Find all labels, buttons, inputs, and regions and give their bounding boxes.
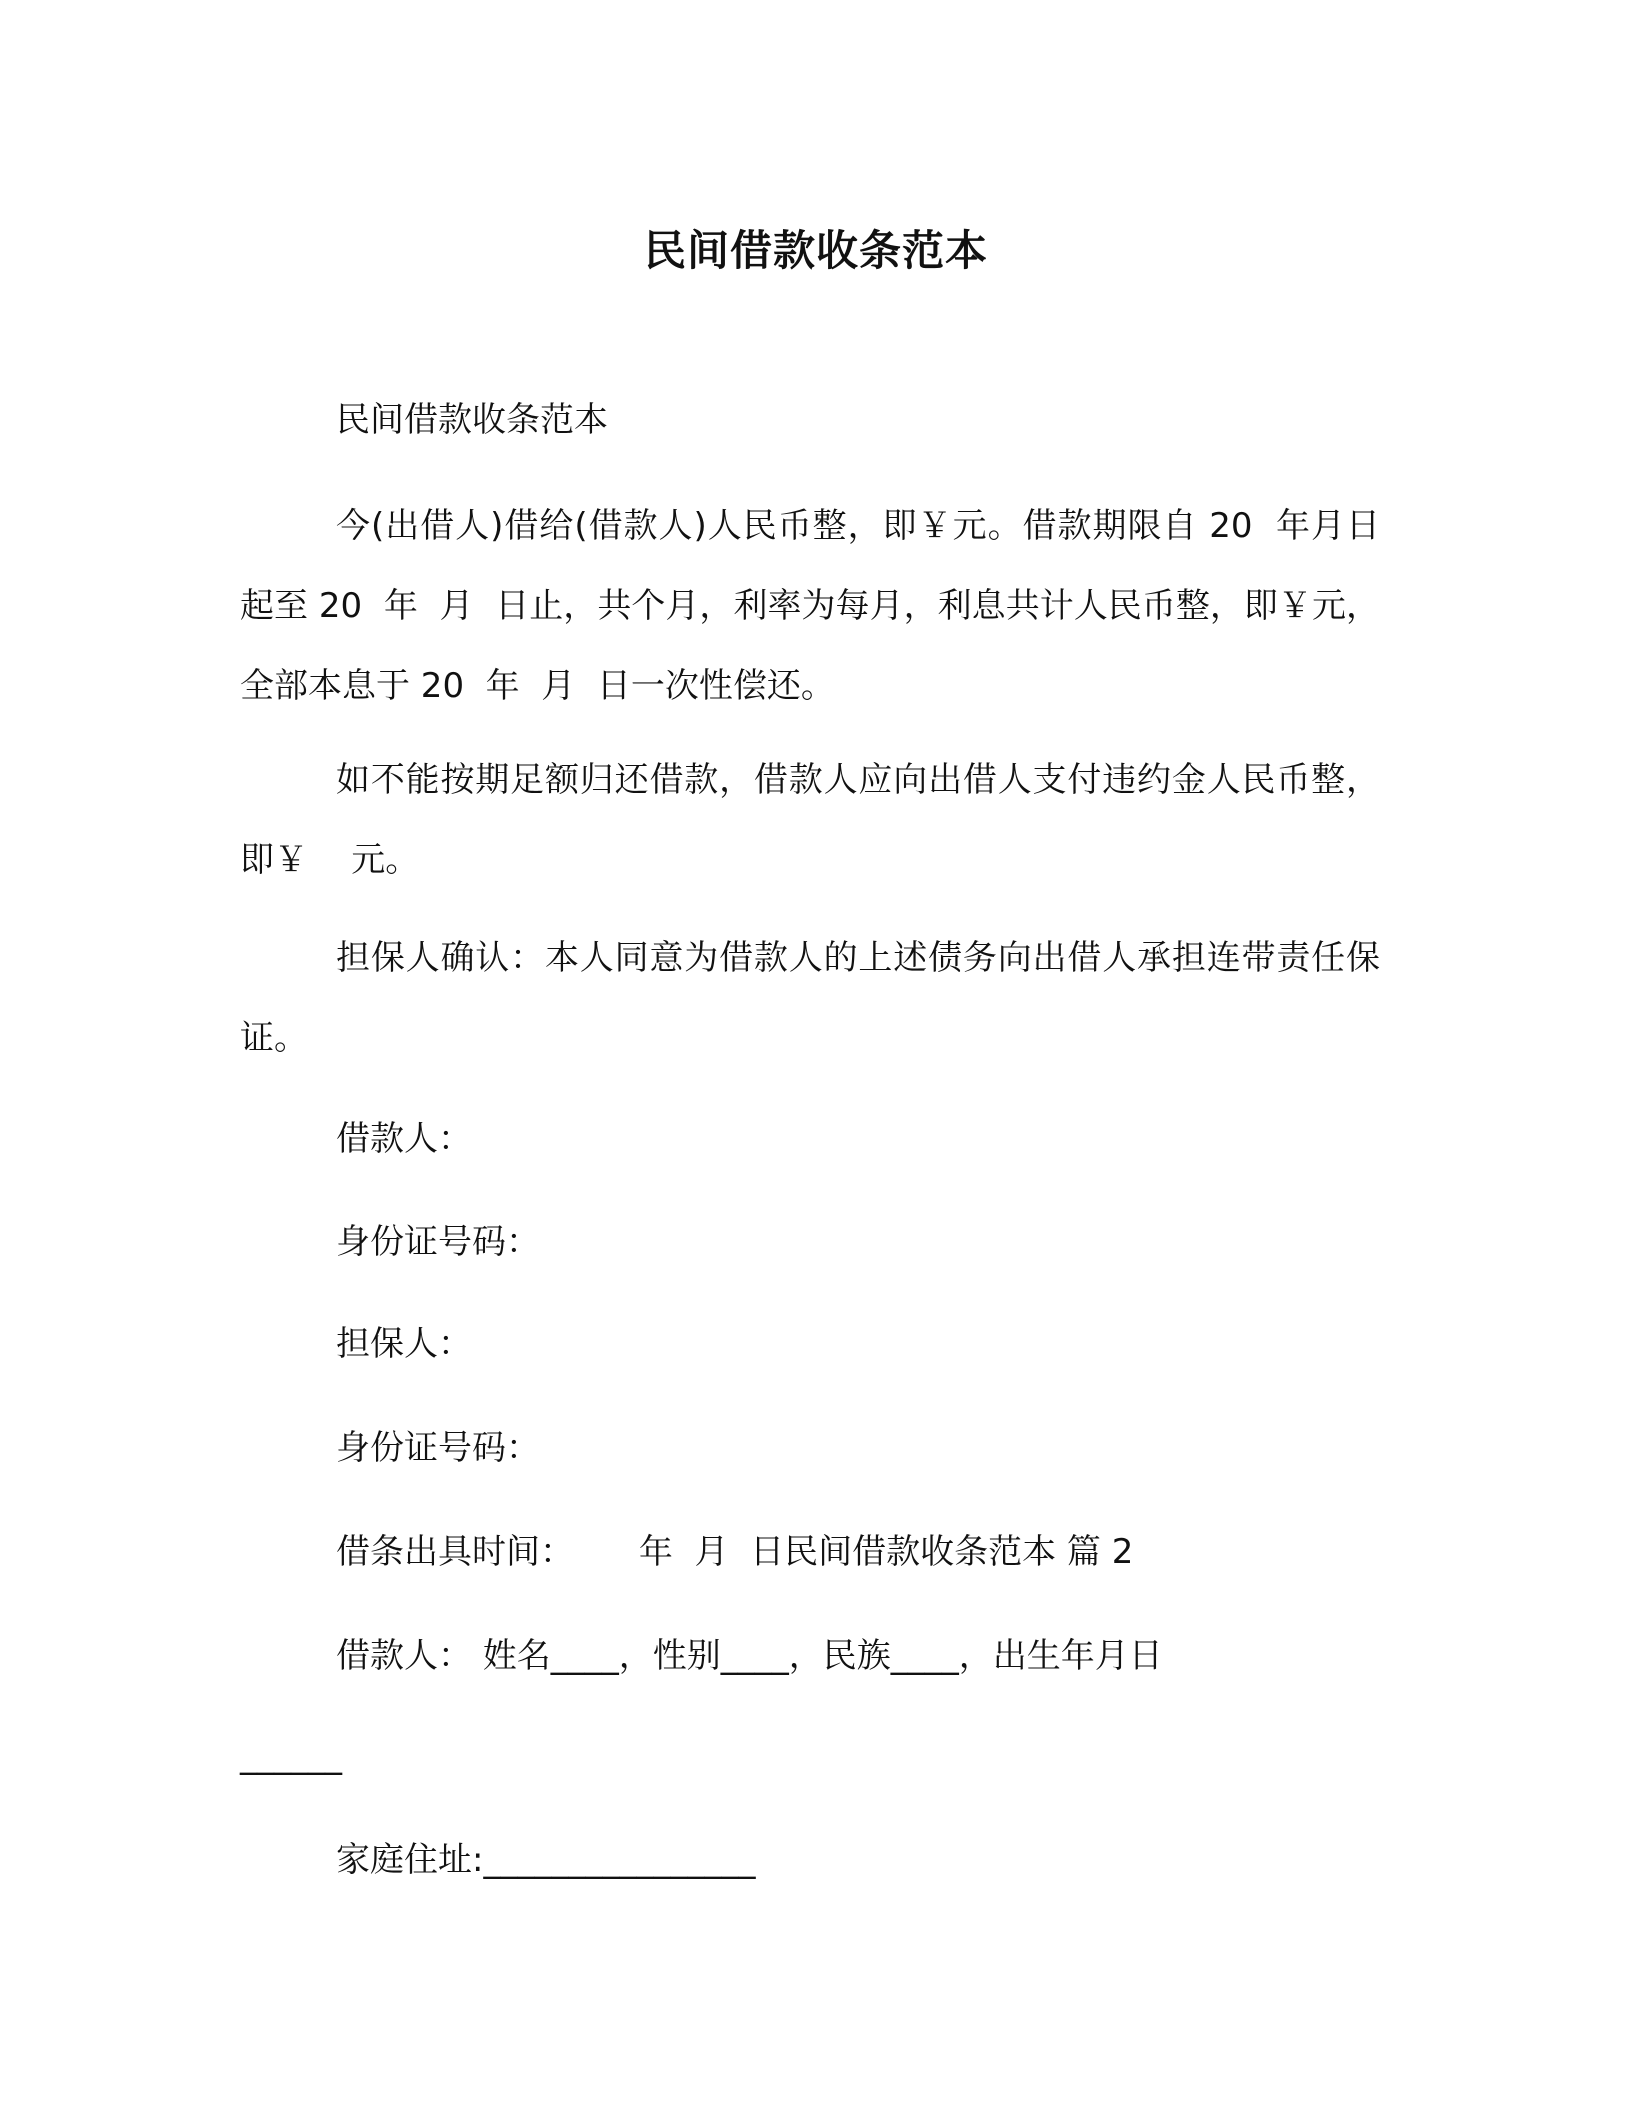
guarantor-confirm-text: 担保人确认：本人同意为借款人的上述债务向出借人承担连带责任保证。 [240,938,1380,1058]
guarantor-confirm-paragraph [240,918,1380,1078]
guarantor-label: 担保人： [336,1324,472,1364]
home-address-line: 家庭住址:________________ [336,1840,756,1880]
penalty-text: 如不能按期足额归还借款，借款人应向出借人支付违约金人民币整，即￥ 元。 [240,760,1380,880]
document-title: 民间借款收条范本 [643,226,988,275]
birth-date-blank: ______ [240,1736,342,1776]
heading-repeat: 民间借款收条范本 [336,400,608,440]
guarantor-id-label: 身份证号码： [336,1428,540,1468]
borrower-id-label: 身份证号码： [336,1222,540,1262]
borrower-label: 借款人： [336,1119,472,1159]
loan-terms-text: 今(出借人)借给(借款人)人民币整，即￥元。借款期限自 20 年月日起至 20 年 月 日止，共个月，利率为每月，利息共计人民币整，即￥元，全部本息于 20 年 月 日一次性偿还。 [240,506,1380,706]
penalty-paragraph [240,740,1380,900]
issue-time-line: 借条出具时间： 年 月 日民间借款收条范本 篇 2 [336,1532,1134,1572]
borrower-info-line: 借款人： 姓名____，性别____，民族____，出生年月日 [336,1636,1163,1676]
loan-terms-paragraph [240,486,1380,726]
